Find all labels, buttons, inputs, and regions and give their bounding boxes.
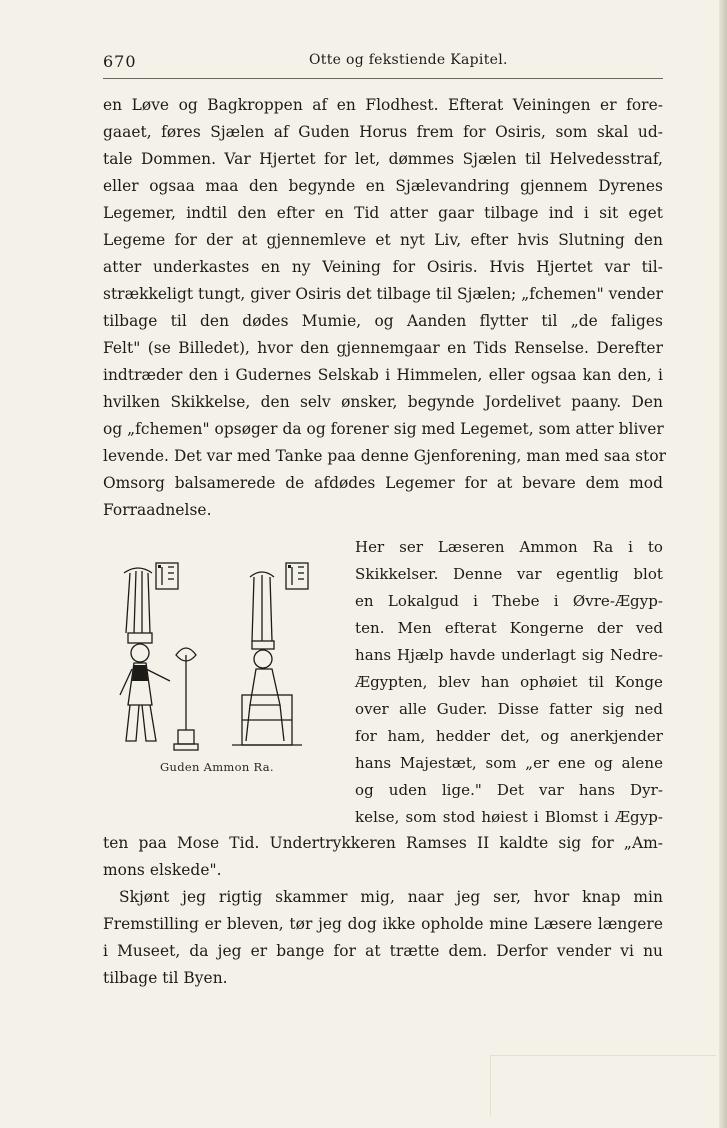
text-line: eller ogsaa maa den begynde en Sjælevandring gjennem Dyrenes	[103, 177, 663, 195]
text-line: en Lokalgud i Thebe i Øvre-Ægyp-	[355, 592, 663, 610]
text-line: hans Hjælp havde underlagt sig Nedre-	[355, 646, 663, 664]
text-line: mons elskede".	[103, 861, 222, 879]
text-line: levende. Det var med Tanke paa denne Gjenforening, man med saa stor	[103, 447, 667, 465]
text-line: hvilken Skikkelse, den selv ønsker, begynde Jordelivet paany. Den	[103, 393, 663, 411]
text-line: ten. Men efterat Kongerne der ved	[355, 619, 663, 637]
running-title: Otte og fekstiende Kapitel.	[309, 52, 508, 68]
text-line: tale Dommen. Var Hjertet for let, dømmes Sjælen til Helvedesstraf,	[103, 150, 663, 168]
text-line: Her ser Læseren Ammon Ra i to	[355, 538, 663, 556]
running-header	[103, 48, 663, 79]
page-edge	[719, 0, 727, 1128]
blank-margin-area	[490, 1055, 716, 1116]
text-line: og „fchemen" opsøger da og forener sig med Legemet, som atter bliver	[103, 420, 664, 438]
text-line: Legemer, indtil den efter en Tid atter gaar tilbage ind i sit eget	[103, 204, 663, 222]
text-line: Felt" (se Billedet), hvor den gjennemgaar en Tids Renselse. Derefter	[103, 339, 663, 357]
body-text-bottom	[103, 830, 663, 992]
text-line: Omsorg balsamerede de afdødes Legemer for at bevare dem mod	[103, 474, 663, 492]
text-line: Forraadnelse.	[103, 501, 212, 519]
figure-caption: Guden Ammon Ra.	[160, 760, 274, 774]
text-line: en Løve og Bagkroppen af en Flodhest. Efterat Veiningen er fore-	[103, 96, 663, 114]
text-line: hans Majestæt, som „er ene og alene	[355, 754, 663, 772]
text-line: i Museet, da jeg er bange for at trætte dem. Derfor vender vi nu	[103, 942, 663, 960]
text-line: Legeme for der at gjennemleve et nyt Liv, efter hvis Slutning den	[103, 231, 663, 249]
text-line: atter underkastes en ny Veining for Osiris. Hvis Hjertet var til-	[103, 258, 663, 276]
text-line: tilbage til den dødes Mumie, og Aanden flytter til „de faliges	[103, 312, 663, 330]
text-line: strækkeligt tungt, giver Osiris det tilbage til Sjælen; „fchemen" vender	[103, 285, 663, 303]
text-line: tilbage til Byen.	[103, 969, 228, 987]
ammon-ra-drawing	[112, 555, 327, 760]
text-line: Fremstilling er bleven, tør jeg dog ikke opholde mine Læsere længere	[103, 915, 663, 933]
text-line: indtræder den i Gudernes Selskab i Himmelen, eller ogsaa kan den, i	[103, 366, 663, 384]
text-line: Skjønt jeg rigtig skammer mig, naar jeg ser, hvor knap min	[119, 888, 663, 906]
page-number: 670	[103, 52, 137, 71]
text-line: Ægypten, blev han ophøiet til Konge	[355, 673, 663, 691]
text-line: kelse, som stod høiest i Blomst i Ægyp-	[355, 808, 663, 826]
text-line: gaaet, føres Sjælen af Guden Horus frem for Osiris, som skal ud-	[103, 123, 663, 141]
text-line: ten paa Mose Tid. Undertrykkeren Ramses II kaldte sig for „Am-	[103, 834, 663, 852]
body-text-beside-figure	[355, 534, 663, 831]
text-line: over alle Guder. Disse fatter sig ned	[355, 700, 663, 718]
body-text-top	[103, 92, 667, 524]
text-line: og uden lige." Det var hans Dyr-	[355, 781, 663, 799]
text-line: Skikkelser. Denne var egentlig blot	[355, 565, 663, 583]
ammon-ra-illustration	[112, 555, 327, 760]
text-line: for ham, hedder det, og anerkjender	[355, 727, 663, 745]
